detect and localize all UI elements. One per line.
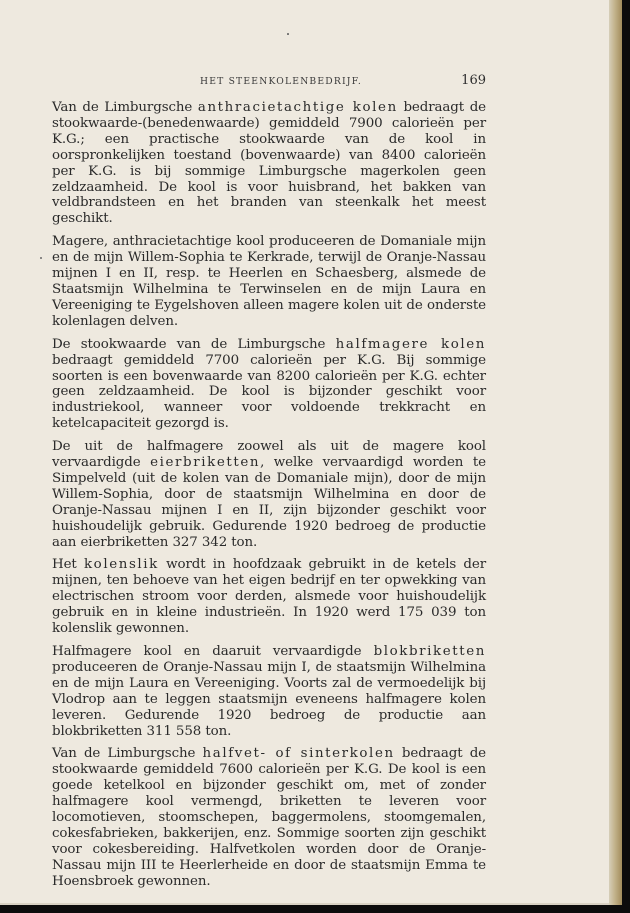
paragraph-text: bedraagt gemiddeld 7700 calorieën per K.G. Bij sommige soorten is een bovenwaarde van 8200 calorieën per K.G. echter geen zeldzaamheid. De kool is bijzonder geschikt voor industriekool, wanneer voor voldoende trekkracht en ketelcapaciteit gezorgd is. xyxy=(52,352,486,432)
paragraph-text: , welke vervaardigd worden te Simpelveld (uit de kolen van de Domaniale mijn), door de mijn Willem-Sophia, door de staatsmijn Wilhelmina en door de Oranje-Nassau mijnen I en II, zijn bijzonder geschikt voor huishoudelijk gebruik. Gedurende 1920 bedroeg de productie aan eierbriketten 327 342 ton. xyxy=(52,455,487,550)
paragraph-anthraciet xyxy=(52,100,486,227)
paragraph-text: wordt in hoofdzaak gebruikt in de ketels der mijnen, ten behoeve van het eigen bedrijf en ter opwekking van electrischen stroom voor derden, alsmede voor huishoudelijk gebruik en in kleine industrieën. In 1920 werd 175 039 ton kolenslik gewonnen. xyxy=(52,557,487,637)
paragraph-text: bedraagt de stookwaarde-(benedenwaarde) gemiddeld 7900 calorieën per K.G.; een practische stookwaarde van de kool in oorspronkelijken toestand (bovenwaarde) van 8400 calorieën per K.G. is bij sommige Limburgsche magerkolen geen zeldzaamheid. De kool is voor huisbrand, het bakken van veldbrandsteen en het branden van steenkalk het meest geschikt. xyxy=(52,100,486,227)
paragraph-text: Van de Limburgsche xyxy=(52,100,198,115)
spaced-term: blokbriketten xyxy=(373,644,486,659)
paragraph-text: Het xyxy=(52,557,84,573)
running-head: HET STEENKOLENBEDRIJF. xyxy=(200,76,362,87)
page-number: 169 xyxy=(461,73,486,88)
paragraph-halfmagere xyxy=(52,337,486,432)
paragraph-eierbriketten xyxy=(52,439,486,550)
paragraph-magere-kool xyxy=(52,234,486,329)
paragraph-text: Van de Limburgsche xyxy=(52,746,203,762)
paragraph-text: produceeren de Oranje-Nassau mijn I, de staatsmijn Wilhelmina en de mijn Laura en Vereeniging. Voorts zal de vermoedelijk bij Vlodrop aan te leggen staatsmijn eveneens halfmagere kolen leveren. Gedurende 1920 bedroeg de productie aan blokbriketten 311 558 ton. xyxy=(52,659,486,739)
paragraph-text: De stookwaarde van de Limburgsche xyxy=(52,336,336,352)
page-binding-edge xyxy=(609,0,622,905)
page-body xyxy=(52,100,486,897)
spaced-term: kolenslik xyxy=(83,557,159,573)
paragraph-text: De uit de halfmagere zoowel als uit de magere kool vervaardigde xyxy=(52,439,486,471)
paragraph-text: Halfmagere kool en daaruit vervaardigde xyxy=(52,644,374,659)
page-header xyxy=(60,70,486,92)
paper-speck xyxy=(40,257,42,259)
paragraph-blokbriketten xyxy=(52,644,486,739)
paragraph-halfvet xyxy=(52,746,486,889)
paper-speck xyxy=(287,33,289,35)
paragraph-text: bedraagt de stookwaarde gemiddeld 7600 calorieën per K.G. De kool is een goede ketelkool en bijzonder geschikt om, met of zonder halfmagere kool vermengd, briketten te leveren voor locomotieven, stoomschepen, baggermolens, stoomgemalen, cokesfabrieken, bakkerijen, enz. Sommige soorten zijn geschikt voor cokesbereiding. Halfvetkolen worden door de Oranje-Nassau mijn III te Heerlerheide en door de staatsmijn Emma te Hoensbroek gewonnen. xyxy=(52,746,486,889)
paragraph-text: Magere, anthracietachtige kool produceeren de Domaniale mijn en de mijn Willem-Sophia te Kerkrade, terwijl de Oranje-Nassau mijnen I en II, resp. te Heerlen en Schaesberg, alsmede de Staatsmijn Wilhelmina te Terwinselen en de mijn Laura en Vereeniging te Eygelshoven alleen magere kolen uit de onderste kolenlagen delven. xyxy=(52,234,486,329)
spaced-term: halfvet- of sinterkolen xyxy=(202,746,395,762)
spaced-term: anthracietachtige kolen xyxy=(197,100,398,115)
spaced-term: eierbriketten xyxy=(150,455,261,471)
paragraph-kolenslik xyxy=(52,557,486,637)
spaced-term: halfmagere kolen xyxy=(335,336,486,352)
